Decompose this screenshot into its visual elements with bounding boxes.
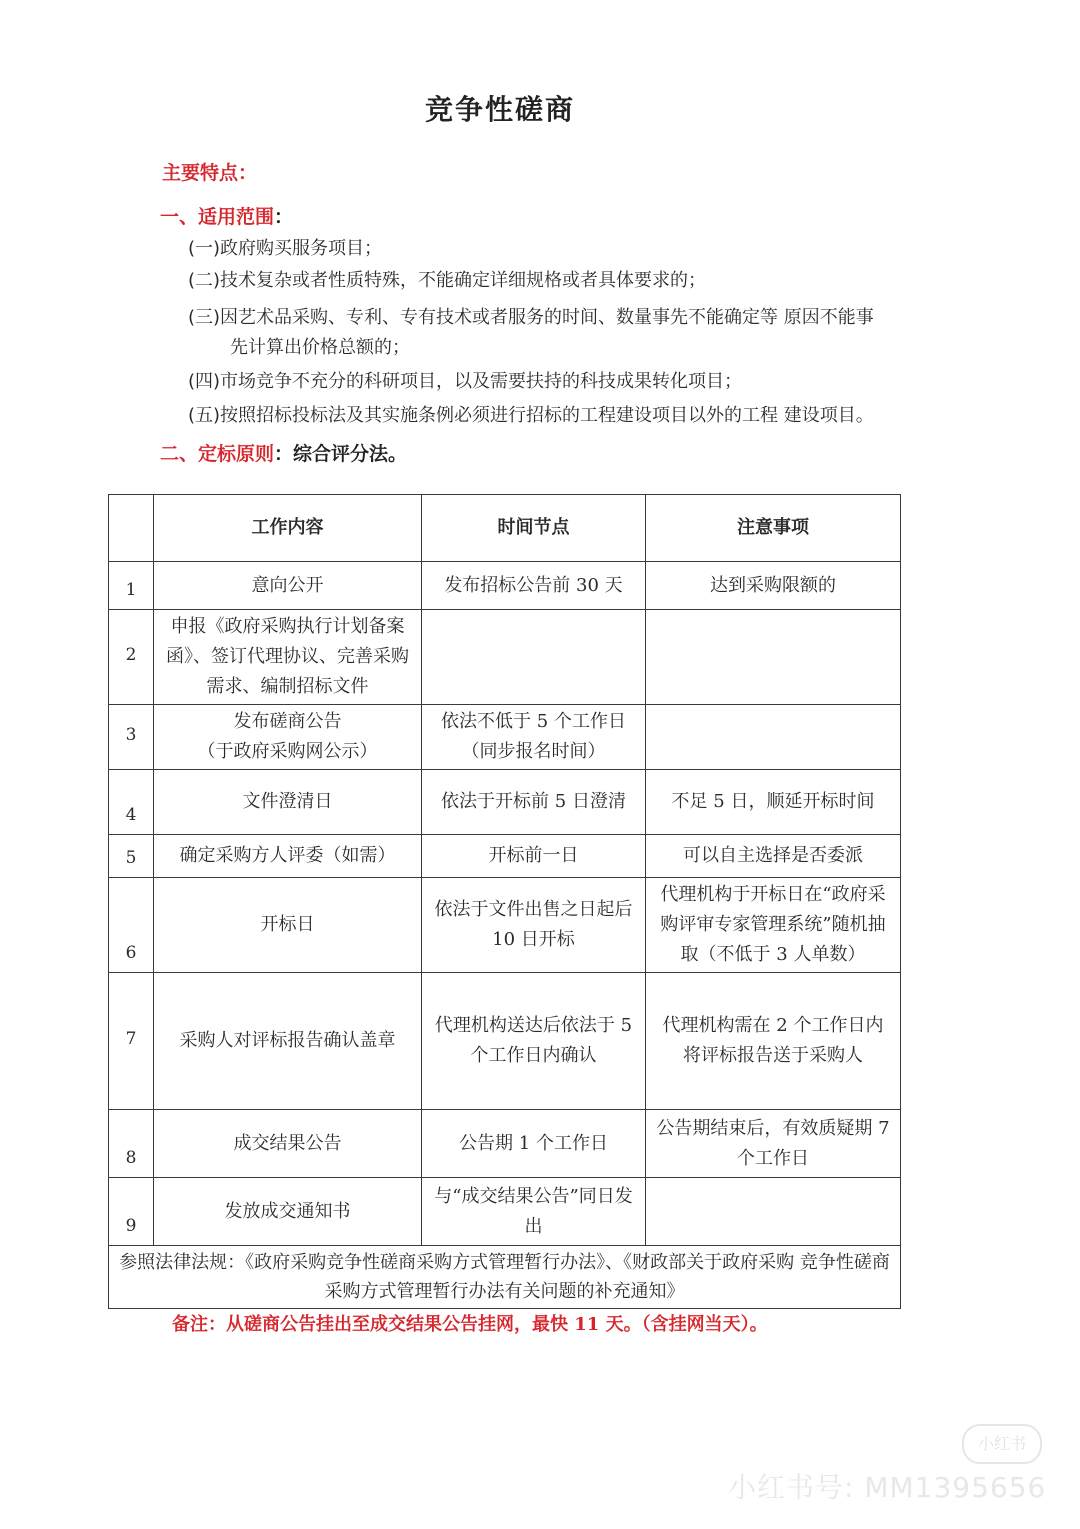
row-num: 4: [109, 770, 154, 835]
page-title: 竞争性磋商: [424, 93, 575, 126]
table-row: [109, 1110, 901, 1178]
scope-item-text: (四)市场竞争不充分的科研项目，以及需要扶持的科技成果转化项目；: [188, 371, 743, 392]
row-content: 开标日: [154, 878, 422, 973]
header-time: 时间节点: [422, 495, 646, 562]
scope-item-2: [188, 266, 928, 296]
row-time: 发布招标公告前 30 天: [422, 562, 646, 610]
row-note: 公告期结束后，有效质疑期 7 个工作日: [646, 1110, 901, 1178]
legal-references: 参照法律法规：《政府采购竞争性磋商采购方式管理暂行办法》、《财政部关于政府采购 竞争性磋商采购方式管理暂行办法有关问题的补充通知》: [109, 1246, 901, 1309]
row-num: 7: [109, 973, 154, 1110]
scope-item-1: [188, 234, 928, 264]
principle-value: ：综合评分法。: [274, 443, 408, 465]
table-row: [109, 878, 901, 973]
scope-item-text: (一)政府购买服务项目；: [188, 238, 383, 259]
header-content: 工作内容: [154, 495, 422, 562]
table-row: [109, 770, 901, 835]
scope-item-text: (三)因艺术品采购、专利、专有技术或者服务的时间、数量事先不能确定等 原因不能事: [188, 307, 874, 328]
row-note: 可以自主选择是否委派: [646, 835, 901, 878]
table-row: [109, 973, 901, 1110]
scope-heading: [160, 202, 293, 229]
row-time: 依法不低于 5 个工作日 （同步报名时间）: [422, 705, 646, 770]
row-time: 与“成交结果公告”同日发出: [422, 1178, 646, 1246]
row-note: 达到采购限额的: [646, 562, 901, 610]
row-time: 依法于文件出售之日起后 10 日开标: [422, 878, 646, 973]
row-note: [646, 705, 901, 770]
scope-heading-colon: ：: [274, 206, 294, 228]
table-row: [109, 562, 901, 610]
procurement-timeline-table: [108, 494, 901, 1309]
scope-item-text: (五)按照招标投标法及其实施条例必须进行招标的工程建设项目以外的工程 建设项目。: [188, 405, 874, 426]
row-time: 依法于开标前 5 日澄清: [422, 770, 646, 835]
scope-heading-text: 一、适用范围: [160, 206, 275, 228]
scope-item-5: [188, 401, 928, 431]
row-content: 成交结果公告: [154, 1110, 422, 1178]
row-content: 文件澄清日: [154, 770, 422, 835]
watermark-badge: 小红书: [962, 1424, 1042, 1464]
principle-heading: [160, 439, 407, 466]
row-num: 6: [109, 878, 154, 973]
scope-item-continuation: 先计算出价格总额的；: [230, 337, 410, 358]
row-num: 8: [109, 1110, 154, 1178]
row-content: 发布磋商公告 （于政府采购网公示）: [154, 705, 422, 770]
remark-note: 备注：从磋商公告挂出至成交结果公告挂网，最快 11 天。（含挂网当天）。: [172, 1314, 768, 1335]
row-num: 3: [109, 705, 154, 770]
header-num: [109, 495, 154, 562]
header-note: 注意事项: [646, 495, 901, 562]
row-note: 不足 5 日，顺延开标时间: [646, 770, 901, 835]
row-note: [646, 610, 901, 705]
row-content: 意向公开: [154, 562, 422, 610]
row-time: [422, 610, 646, 705]
row-num: 1: [109, 562, 154, 610]
row-content: 采购人对评标报告确认盖章: [154, 973, 422, 1110]
table-header-row: [109, 495, 901, 562]
row-time: 公告期 1 个工作日: [422, 1110, 646, 1178]
row-note: [646, 1178, 901, 1246]
row-num: 5: [109, 835, 154, 878]
row-content: 发放成交通知书: [154, 1178, 422, 1246]
table-row: [109, 835, 901, 878]
features-heading: 主要特点：: [162, 162, 258, 184]
row-note: 代理机构需在 2 个工作日内 将评标报告送于采购人: [646, 973, 901, 1110]
scope-item-4: [188, 367, 928, 397]
row-content: 申报《政府采购执行计划备案函》、签订代理协议、完善采购需求、编制招标文件: [154, 610, 422, 705]
row-content: 确定采购方人评委（如需）: [154, 835, 422, 878]
table-row: [109, 705, 901, 770]
table-footer-row: [109, 1246, 901, 1309]
row-time: 开标前一日: [422, 835, 646, 878]
row-time: 代理机构送达后依法于 5 个工作日内确认: [422, 973, 646, 1110]
table-row: [109, 610, 901, 705]
watermark-text: 小红书号: MM1395656: [728, 1471, 1047, 1504]
table-row: [109, 1178, 901, 1246]
scope-item-3: [188, 303, 928, 363]
row-note: 代理机构于开标日在“政府采购评审专家管理系统”随机抽取（不低于 3 人单数）: [646, 878, 901, 973]
row-num: 9: [109, 1178, 154, 1246]
row-num: 2: [109, 610, 154, 705]
principle-heading-text: 二、定标原则: [160, 443, 275, 465]
scope-item-text: (二)技术复杂或者性质特殊，不能确定详细规格或者具体要求的；: [188, 270, 707, 291]
